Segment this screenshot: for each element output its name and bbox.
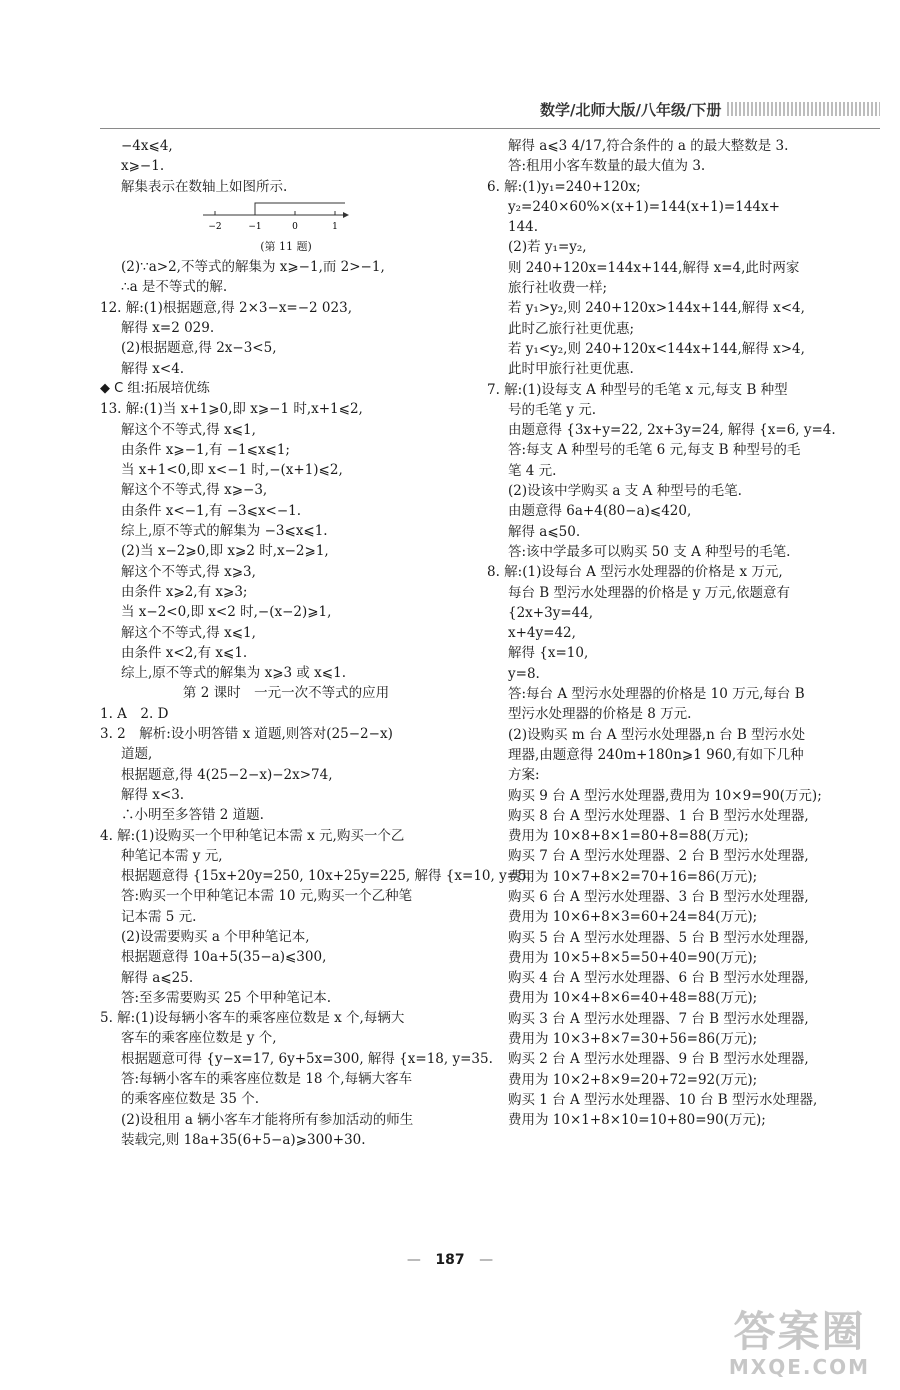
subsection-heading: 第 2 课时 一元一次不等式的应用 (182, 685, 390, 702)
watermark-text: 答案圈 (733, 1307, 866, 1356)
text-line: 购买 2 台 A 型污水处理器、9 台 B 型污水处理器, (508, 1051, 809, 1068)
header-title: 数学/北师大版/八年级/下册 (540, 100, 722, 119)
watermark-logo (717, 1308, 882, 1380)
text-line: (2)设需要购买 a 个甲种笔记本, (121, 928, 310, 945)
text-line: (2)∵a>2,不等式的解集为 x⩾−1,而 2>−1, (121, 259, 385, 276)
solution-ray (255, 203, 345, 215)
text-line: 道题, (121, 746, 153, 763)
tick-label: 0 (292, 221, 298, 232)
text-line: 此时乙旅行社更优惠; (508, 320, 635, 337)
text-line: y₂=240×60%×(x+1)=144(x+1)=144x+ (508, 198, 780, 215)
text-line: 答:每辆小客车的乘客座位数是 18 个,每辆大客车 (121, 1071, 413, 1088)
text-line: 费用为 10×6+8×3=60+24=84(万元); (508, 909, 758, 926)
tick-label: −1 (248, 221, 262, 232)
text-line: 笔 4 元. (508, 462, 557, 479)
text-line: {2x+3y=44, (508, 604, 594, 621)
text-line: x⩾−1. (121, 158, 165, 175)
text-line: 种笔记本需 y 元, (121, 847, 223, 864)
text-line: 13. 解:(1)当 x+1⩾0,即 x⩾−1 时,x+1⩽2, (100, 401, 363, 418)
text-line: 答:该中学最多可以购买 50 支 A 种型号的毛笔. (508, 543, 791, 560)
text-line: 解集表示在数轴上如图所示. (121, 178, 288, 195)
figure-caption: (第 11 题) (260, 239, 312, 253)
text-line: 1. A 2. D (100, 705, 169, 722)
text-line: 客车的乘客座位数是 y 个, (121, 1030, 277, 1047)
text-line: 购买 3 台 A 型污水处理器、7 台 B 型污水处理器, (508, 1010, 809, 1027)
footer-dash: — (406, 1252, 421, 1268)
text-line: 由条件 x<−1,有 −3⩽x<−1. (121, 502, 302, 519)
text-line: 7. 解:(1)设每支 A 种型号的毛笔 x 元,每支 B 种型 (487, 381, 788, 398)
text-line: 8. 解:(1)设每台 A 型污水处理器的价格是 x 万元, (487, 564, 783, 581)
text-line: 费用为 10×4+8×6=40+48=88(万元); (508, 990, 758, 1007)
text-line: 根据题意得 10a+5(35−a)⩽300, (121, 949, 327, 966)
text-line: 由题意得 {3x+y=22, 2x+3y=24, 解得 {x=6, y=4. (508, 422, 836, 439)
text-line: 购买 5 台 A 型污水处理器、5 台 B 型污水处理器, (508, 929, 809, 946)
text-line: 答:每支 A 种型号的毛笔 6 元,每支 B 种型号的毛 (508, 442, 801, 459)
text-line: 费用为 10×5+8×5=50+40=90(万元); (508, 949, 758, 966)
text-line: (2)设购买 m 台 A 型污水处理器,n 台 B 型污水处 (508, 726, 806, 743)
text-line: 解得 a⩽50. (508, 523, 581, 540)
text-line: 号的毛笔 y 元. (508, 401, 597, 418)
text-line: 方案: (508, 767, 540, 784)
text-line: 购买 1 台 A 型污水处理器、10 台 B 型污水处理器, (508, 1091, 818, 1108)
text-line: 则 240+120x=144x+144,解得 x=4,此时两家 (508, 259, 800, 276)
text-line: ∴小明至多答错 2 道题. (121, 807, 264, 824)
text-line: 答:购买一个甲种笔记本需 10 元,购买一个乙种笔 (121, 888, 413, 905)
page-header (540, 96, 880, 122)
right-column (487, 136, 882, 1131)
text-line: 解得 x<4. (121, 360, 185, 377)
text-line: 当 x+1<0,即 x<−1 时,−(x+1)⩽2, (121, 462, 343, 479)
text-line: 装载完,则 18a+35(6+5−a)⩾300+30. (121, 1131, 366, 1148)
text-line: 费用为 10×1+8×10=10+80=90(万元); (508, 1112, 766, 1129)
text-line: 费用为 10×7+8×2=70+16=86(万元); (508, 868, 758, 885)
text-line: 根据题意得 {15x+20y=250, 10x+25y=225, 解得 {x=10, y=5. (121, 868, 531, 885)
text-line: 若 y₁<y₂,则 240+120x<144x+144,解得 x>4, (508, 340, 805, 357)
text-line: 解这个不等式,得 x⩽1, (121, 624, 256, 641)
text-line: 解得 {x=10, (508, 645, 589, 662)
text-line: 费用为 10×2+8×9=20+72=92(万元); (508, 1071, 758, 1088)
text-line: 购买 9 台 A 型污水处理器,费用为 10×9=90(万元); (508, 787, 822, 804)
header-rule (100, 128, 880, 129)
number-line-figure (100, 197, 472, 237)
text-line: 购买 8 台 A 型污水处理器、1 台 B 型污水处理器, (508, 807, 809, 824)
text-line: 的乘客座位数是 35 个. (121, 1091, 260, 1108)
text-line: 解得 x<3. (121, 786, 185, 803)
text-line: (2)当 x−2⩾0,即 x⩾2 时,x−2⩾1, (121, 543, 329, 560)
text-line: −4x⩽4, (121, 138, 173, 154)
text-line: (2)设租用 a 辆小客车才能将所有参加活动的师生 (121, 1111, 414, 1128)
text-line: 根据题意,得 4(25−2−x)−2x>74, (121, 766, 333, 783)
axis-arrow (343, 212, 349, 218)
text-line: (2)若 y₁=y₂, (508, 239, 587, 256)
text-line: 当 x−2<0,即 x<2 时,−(x−2)⩾1, (121, 604, 332, 621)
text-line: 4. 解:(1)设购买一个甲种笔记本需 x 元,购买一个乙 (100, 827, 405, 844)
text-line: 6. 解:(1)y₁=240+120x; (487, 178, 641, 195)
text-line: y=8. (508, 665, 540, 682)
text-line: 综上,原不等式的解集为 −3⩽x⩽1. (121, 523, 328, 540)
tick-label: −2 (208, 221, 222, 232)
text-line: 解得 x=2 029. (121, 320, 215, 337)
text-line: 由条件 x⩾2,有 x⩾3; (121, 583, 248, 600)
text-line: 解得 a⩽25. (121, 969, 194, 986)
text-line: 综上,原不等式的解集为 x⩾3 或 x⩽1. (121, 665, 346, 682)
text-line: (2)设该中学购买 a 支 A 种型号的毛笔. (508, 483, 742, 500)
text-line: ∴a 是不等式的解. (121, 279, 228, 296)
page-number: 187 (435, 1252, 465, 1268)
text-line: 答:至多需要购买 25 个甲种笔记本. (121, 989, 332, 1006)
section-heading: ◆ C 组:拓展培优练 (100, 380, 210, 396)
text-line: 5. 解:(1)设每辆小客车的乘客座位数是 x 个,每辆大 (100, 1010, 405, 1027)
text-line: 购买 7 台 A 型污水处理器、2 台 B 型污水处理器, (508, 848, 809, 865)
text-line: x+4y=42, (508, 625, 576, 642)
text-line: 解这个不等式,得 x⩾−3, (121, 482, 268, 499)
text-line: 由条件 x⩾−1,有 −1⩽x⩽1; (121, 441, 290, 458)
text-line: 由条件 x<2,有 x⩽1. (121, 644, 248, 661)
footer-dash: — (479, 1252, 494, 1268)
tick-label: 1 (332, 221, 338, 232)
text-line: 此时甲旅行社更优惠. (508, 361, 634, 378)
header-decoration (727, 102, 880, 116)
text-line: 旅行社收费一样; (508, 280, 608, 297)
number-line-svg (195, 197, 355, 237)
text-line: 答:租用小客车数量的最大值为 3. (508, 158, 706, 175)
text-line: 144. (508, 219, 539, 236)
text-line: 解这个不等式,得 x⩾3, (121, 563, 256, 580)
text-line: 记本需 5 元. (121, 908, 197, 925)
text-line: (2)根据题意,得 2x−3<5, (121, 340, 277, 357)
text-line: 若 y₁>y₂,则 240+120x>144x+144,解得 x<4, (508, 300, 805, 317)
text-line: 购买 6 台 A 型污水处理器、3 台 B 型污水处理器, (508, 888, 809, 905)
text-line: 购买 4 台 A 型污水处理器、6 台 B 型污水处理器, (508, 970, 809, 987)
text-line: 3. 2 解析:设小明答错 x 道题,则答对(25−2−x) (100, 726, 393, 743)
text-line: 每台 B 型污水处理器的价格是 y 万元,依题意有 (508, 584, 791, 601)
text-line: 费用为 10×3+8×7=30+56=86(万元); (508, 1031, 758, 1048)
text-line: 根据题意可得 {y−x=17, 6y+5x=300, 解得 {x=18, y=35. (121, 1050, 493, 1067)
page-footer (0, 1252, 900, 1268)
text-line: 12. 解:(1)根据题意,得 2×3−x=−2 023, (100, 299, 352, 316)
text-line: 解得 a⩽3 4/17,符合条件的 a 的最大整数是 3. (508, 138, 789, 154)
watermark-url: MXQE.COM (728, 1355, 871, 1379)
text-line: 由题意得 6a+4(80−a)⩽420, (508, 503, 692, 520)
text-line: 型污水处理器的价格是 8 万元. (508, 706, 692, 723)
text-line: 解这个不等式,得 x⩽1, (121, 421, 256, 438)
text-line: 理器,由题意得 240m+180n⩾1 960,有如下几种 (508, 746, 804, 763)
text-line: 费用为 10×8+8×1=80+8=88(万元); (508, 828, 749, 845)
text-line: 答:每台 A 型污水处理器的价格是 10 万元,每台 B (508, 686, 805, 703)
